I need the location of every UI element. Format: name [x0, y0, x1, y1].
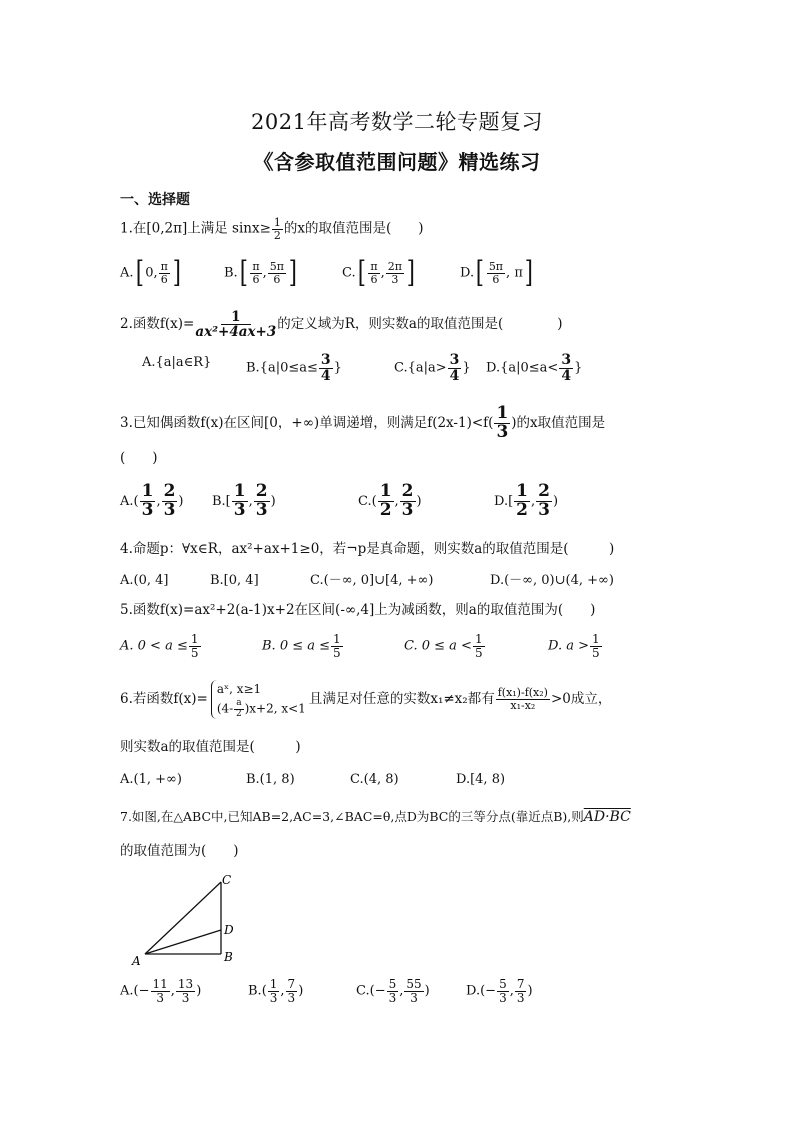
q7-option-d: D.(− $\frac{5}{3}$ , $\frac{7}{3}$ ): [466, 977, 533, 1005]
piecewise-function: aˣ, x≥1 (4- $\frac{a}{2}$ )x+2, x<1: [211, 680, 306, 719]
label-c: C: [222, 873, 232, 887]
q6-option-d: D.[4, 8): [456, 772, 506, 787]
q1-option-d: D.[ $\frac{5\pi}{6}$ , π]: [460, 255, 533, 290]
q3-option-b: B.[ $\frac{1}{3}$ , $\frac{2}{3}$ ): [212, 481, 276, 520]
label-a: A: [132, 954, 141, 968]
q5-option-b: B. 0 ≤ a ≤ $\frac{1}{5}$: [262, 632, 341, 660]
q1-option-b: B.[ $\frac{\pi}{6}$ , $\frac{5\pi}{6}$ ]: [224, 255, 297, 290]
q6-option-c: C.(4, 8): [350, 772, 399, 787]
label-b: B: [224, 950, 233, 964]
label-d: D: [224, 923, 234, 937]
question-5: 5.函数f(x)=ax²+2(a-1)x+2在区间(-∞,4]上为减函数，则a的取值范围为( ): [120, 602, 596, 618]
question-6-line2: 则实数a的取值范围是( ): [120, 739, 301, 755]
side-ac: [145, 882, 221, 954]
page-title: 2021年高考数学二轮专题复习: [251, 110, 543, 134]
q7-option-c: C.(− $\frac{5}{3}$ , $\frac{55}{3}$ ): [356, 977, 430, 1005]
question-4: 4.命题p：∀x∈R，ax²+ax+1≥0，若¬p是真命题，则实数a的取值范围是( ): [120, 541, 615, 557]
q2-option-c: C.{a|a> $\frac{3}{4}$ }: [394, 352, 471, 384]
q3-option-d: D.[ $\frac{1}{2}$ , $\frac{2}{3}$ ): [494, 481, 559, 520]
question-2: 2.函数f(x)= $\frac{1}{\text{ax²+4ax+3}}$ 的定义域为R，则实数a的取值范围是( ): [120, 309, 563, 341]
q4-option-c: C.(－∞, 0]∪[4, +∞): [310, 573, 434, 588]
q6-option-b: B.(1, 8): [246, 772, 295, 787]
vector-expression: AD·BC: [583, 809, 631, 825]
q4-option-d: D.(－∞, 0)∪(4, +∞): [490, 573, 614, 588]
segment-ad: [145, 930, 221, 954]
question-7: 7.如图,在△ABC中,已知AB=2,AC=3,∠BAC=θ,点D为BC的三等分点(靠近点B),则AD·BC: [120, 809, 631, 825]
q2-option-d: D.{a|0≤a< $\frac{3}{4}$ }: [486, 352, 583, 384]
question-7-line2: 的取值范围为( ): [120, 843, 239, 859]
q2-option-b: B.{a|0≤a≤ $\frac{3}{4}$ }: [246, 352, 342, 384]
q5-option-c: C. 0 ≤ a < $\frac{1}{5}$: [404, 632, 483, 660]
q5-option-d: D. a > $\frac{1}{5}$: [548, 632, 600, 660]
section-heading: 一、选择题: [120, 192, 190, 208]
page-subtitle: 《含参取值范围问题》精选练习: [253, 150, 541, 174]
q1-option-a: A.[ 0, $\frac{\pi}{6}$ ]: [120, 255, 181, 290]
q5-option-a: A. 0 < a ≤ $\frac{1}{5}$: [120, 632, 199, 660]
q3-option-c: C.( $\frac{1}{2}$ , $\frac{2}{3}$ ): [358, 481, 422, 520]
q3-option-a: A.( $\frac{1}{3}$ , $\frac{2}{3}$ ): [120, 481, 184, 520]
question-6: 6.若函数f(x)= aˣ, x≥1 (4- $\frac{a}{2}$ )x+2, x<1 且满足对任意的实数x₁≠x₂都有 $\frac{\text{f(x₁)-f(x₂)}}{\text{x₁-x₂}}$ >0成立，: [120, 682, 612, 719]
question-1: 1.在[0,2π]上满足 sinx≥ $\frac{1}{2}$ 的x的取值范围是( ): [120, 216, 424, 242]
question-3: 3.已知偶函数f(x)在区间[0，+∞)单调递增，则满足f(2x-1)<f( $\frac{1}{3}$ )的x取值范围是: [120, 403, 606, 442]
q4-option-a: A.(0, 4]: [120, 573, 169, 588]
q2-option-a: A.{a|a∈R}: [142, 355, 212, 370]
question-3-paren: ( ): [120, 450, 158, 466]
q4-option-b: B.[0, 4]: [210, 573, 259, 588]
q7-option-a: A.(− $\frac{11}{3}$ , $\frac{13}{3}$ ): [120, 977, 202, 1005]
triangle-figure: [125, 870, 245, 970]
q6-option-a: A.(1, +∞): [120, 772, 182, 787]
q7-option-b: B.( $\frac{1}{3}$ , $\frac{7}{3}$ ): [248, 977, 304, 1005]
q1-option-c: C.[ $\frac{\pi}{6}$ , $\frac{2\pi}{3}$ ]: [342, 255, 415, 290]
